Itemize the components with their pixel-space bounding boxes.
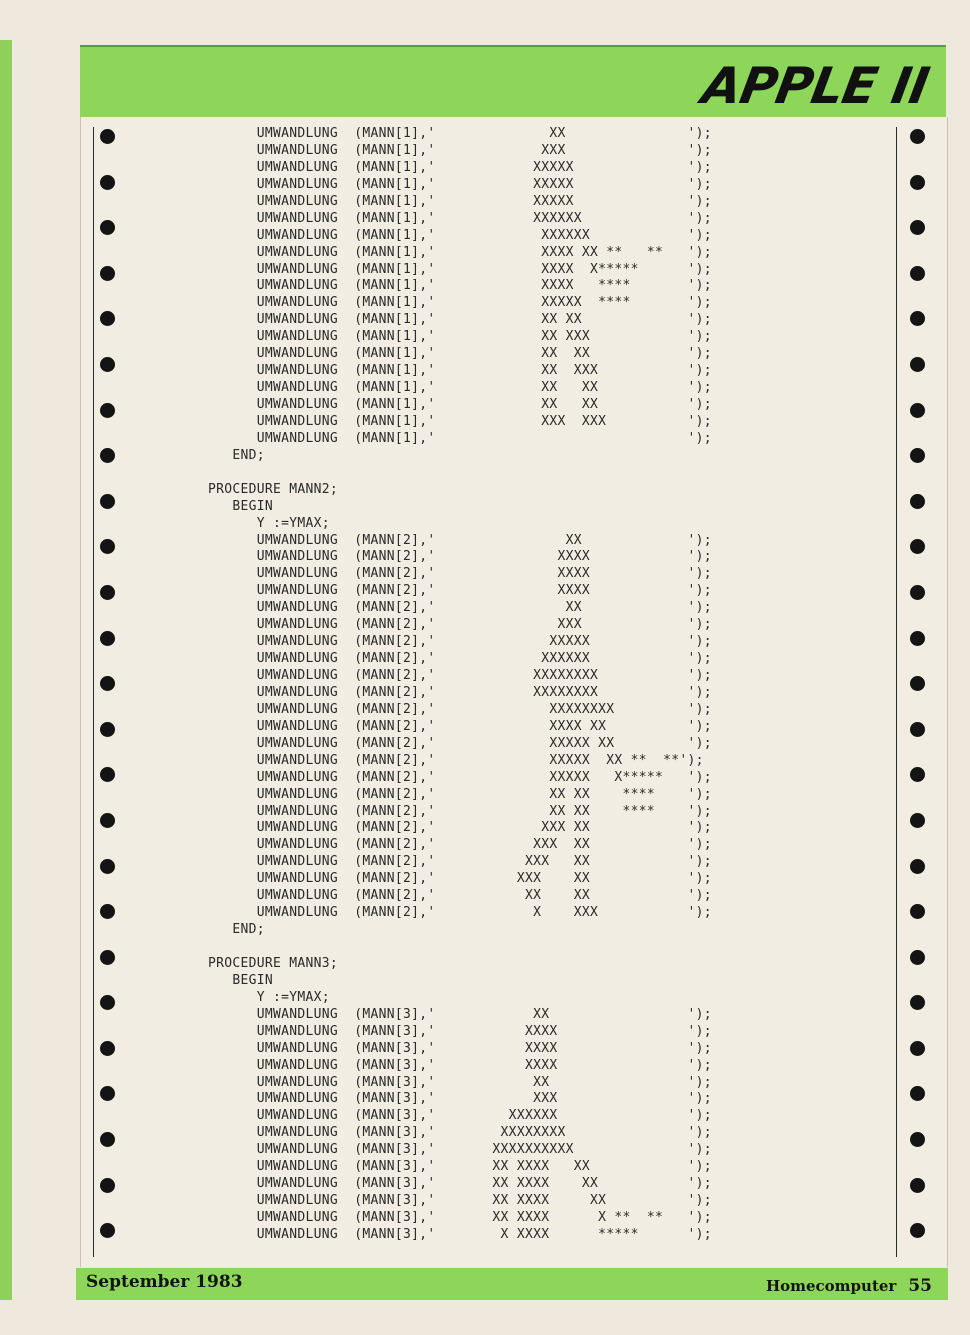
perforation-hole (910, 403, 925, 418)
code-line: UMWANDLUNG (MANN[3],' XXXXXX '); (208, 1108, 712, 1124)
code-line: UMWANDLUNG (MANN[3],' XXXXXXXXXX '); (208, 1142, 712, 1158)
perforation-hole (910, 767, 925, 782)
code-line: UMWANDLUNG (MANN[3],' XXXX '); (208, 1023, 712, 1039)
perforation-hole (100, 676, 115, 691)
perforation-hole (100, 357, 115, 372)
code-line: UMWANDLUNG (MANN[1],' '); (208, 430, 712, 446)
perforation-hole (100, 539, 115, 554)
code-line: Y :=YMAX; (208, 989, 330, 1005)
code-line: END; (208, 922, 265, 938)
code-line: UMWANDLUNG (MANN[1],' XX XX '); (208, 397, 712, 412)
code-line (208, 465, 712, 482)
perforation-hole (910, 266, 925, 281)
code-line: UMWANDLUNG (MANN[3],' XX '); (208, 1006, 712, 1022)
right-tear-line (896, 127, 897, 1257)
code-line: UMWANDLUNG (MANN[2],' XXX XX '); (208, 854, 712, 870)
code-line: UMWANDLUNG (MANN[3],' XX XXXX X ** ** '); (208, 1210, 712, 1225)
code-line: UMWANDLUNG (MANN[1],' XXXXX **** '); (208, 295, 712, 311)
code-line: PROCEDURE MANN3; (208, 955, 339, 971)
code-line: UMWANDLUNG (MANN[3],' XXXX '); (208, 1057, 712, 1073)
adjacent-page-edge (0, 40, 12, 1300)
code-line: UMWANDLUNG (MANN[2],' XXXXX XX '); (208, 735, 712, 751)
code-line: UMWANDLUNG (MANN[1],' XX XXX '); (208, 363, 712, 379)
perforation-hole (100, 448, 115, 463)
code-line: UMWANDLUNG (MANN[2],' XXXXX XX ** **'); (208, 752, 704, 768)
code-line: UMWANDLUNG (MANN[1],' XX '); (208, 126, 712, 141)
code-line: UMWANDLUNG (MANN[1],' XXXXX '); (208, 176, 712, 192)
code-line: UMWANDLUNG (MANN[1],' XX XX '); (208, 346, 712, 362)
code-line: UMWANDLUNG (MANN[3],' XX XXXX XX '); (208, 1193, 712, 1209)
pascal-code-listing (208, 126, 712, 1244)
code-line: UMWANDLUNG (MANN[3],' XX '); (208, 1074, 712, 1090)
code-line: UMWANDLUNG (MANN[2],' XX XX '); (208, 888, 712, 904)
perforation-hole (910, 494, 925, 509)
code-line: UMWANDLUNG (MANN[1],' XXXX **** '); (208, 278, 712, 294)
perforation-hole (910, 175, 925, 190)
code-line: UMWANDLUNG (MANN[2],' XXXX XX '); (208, 718, 712, 734)
code-line: UMWANDLUNG (MANN[2],' XXXXXXXX '); (208, 668, 712, 683)
perforation-hole (100, 722, 115, 737)
page-number: 55 (908, 1276, 932, 1296)
code-line: UMWANDLUNG (MANN[2],' XX '); (208, 600, 712, 616)
code-line: UMWANDLUNG (MANN[1],' XXXX XX ** ** '); (208, 244, 712, 260)
perforation-hole (910, 950, 925, 965)
code-line: UMWANDLUNG (MANN[2],' XX XX **** '); (208, 803, 712, 819)
perforation-hole (100, 220, 115, 235)
code-line: BEGIN (208, 972, 274, 988)
code-line: UMWANDLUNG (MANN[3],' XXXX '); (208, 1040, 712, 1056)
perforation-hole (100, 403, 115, 418)
perforation-hole (100, 1132, 115, 1147)
left-tear-line (93, 127, 94, 1257)
code-line: UMWANDLUNG (MANN[3],' XXX '); (208, 1091, 712, 1107)
perforation-hole (910, 1086, 925, 1101)
perforation-hole (100, 129, 115, 144)
perforation-hole (100, 813, 115, 828)
perforation-hole (100, 1041, 115, 1056)
perforation-hole (100, 494, 115, 509)
magazine-name: Homecomputer (765, 1277, 897, 1295)
header-band (80, 45, 946, 119)
code-line: UMWANDLUNG (MANN[2],' XXXXXX '); (208, 651, 712, 667)
code-line: UMWANDLUNG (MANN[2],' XX XX **** '); (208, 786, 712, 802)
code-line: UMWANDLUNG (MANN[2],' XX '); (208, 532, 712, 548)
perforation-hole (910, 129, 925, 144)
code-line: UMWANDLUNG (MANN[2],' XXX XX '); (208, 820, 712, 836)
code-line: UMWANDLUNG (MANN[2],' XXX XX '); (208, 837, 712, 853)
code-line: UMWANDLUNG (MANN[2],' X XXX '); (208, 905, 712, 921)
perforation-hole (910, 311, 925, 326)
code-line: UMWANDLUNG (MANN[2],' XXXXX X***** '); (208, 769, 712, 785)
perforation-hole (910, 539, 925, 554)
code-line: UMWANDLUNG (MANN[1],' XX XX '); (208, 380, 712, 396)
code-line: UMWANDLUNG (MANN[2],' XXX XX '); (208, 871, 712, 887)
code-line: UMWANDLUNG (MANN[1],' XXXXX '); (208, 159, 712, 175)
perforation-hole (910, 1178, 925, 1193)
perforation-hole (100, 266, 115, 281)
perforation-hole (100, 859, 115, 874)
perforation-hole (100, 767, 115, 782)
perforation-hole (910, 722, 925, 737)
magazine-credit (766, 1276, 932, 1296)
code-line: UMWANDLUNG (MANN[1],' XX XXX '); (208, 329, 712, 345)
perforation-hole (910, 585, 925, 600)
code-line: Y :=YMAX; (208, 515, 330, 531)
issue-date: September 1983 (86, 1272, 243, 1292)
perforation-hole (100, 175, 115, 190)
code-line (208, 939, 712, 956)
perforation-hole (100, 995, 115, 1010)
perforation-hole (910, 1041, 925, 1056)
right-perforation-strip (907, 129, 927, 1269)
perforation-hole (100, 950, 115, 965)
perforation-hole (910, 631, 925, 646)
section-brand: APPLE II (698, 57, 934, 115)
code-line: PROCEDURE MANN2; (208, 481, 339, 497)
perforation-hole (100, 631, 115, 646)
perforation-hole (910, 904, 925, 919)
perforation-hole (100, 1178, 115, 1193)
code-line: UMWANDLUNG (MANN[1],' XX XX '); (208, 312, 712, 328)
code-line: UMWANDLUNG (MANN[1],' XXXXX '); (208, 193, 712, 209)
perforation-hole (910, 1223, 925, 1238)
perforation-hole (100, 311, 115, 326)
code-line: UMWANDLUNG (MANN[1],' XXXXXX '); (208, 210, 712, 226)
perforation-hole (100, 1223, 115, 1238)
code-line: UMWANDLUNG (MANN[1],' XXXXXX '); (208, 227, 712, 243)
code-line: UMWANDLUNG (MANN[2],' XXXX '); (208, 566, 712, 582)
code-line: UMWANDLUNG (MANN[1],' XXX '); (208, 142, 712, 158)
code-line: UMWANDLUNG (MANN[1],' XXXX X***** '); (208, 261, 712, 277)
perforation-hole (910, 1132, 925, 1147)
code-line: UMWANDLUNG (MANN[3],' X XXXX ***** '); (208, 1226, 712, 1242)
perforation-hole (910, 357, 925, 372)
code-line: BEGIN (208, 498, 274, 514)
perforation-hole (910, 859, 925, 874)
perforation-hole (910, 995, 925, 1010)
perforation-hole (910, 448, 925, 463)
code-line: UMWANDLUNG (MANN[2],' XXX '); (208, 617, 712, 633)
perforation-hole (100, 585, 115, 600)
code-line: UMWANDLUNG (MANN[1],' XXX XXX '); (208, 413, 712, 429)
code-line: UMWANDLUNG (MANN[3],' XX XXXX XX '); (208, 1159, 712, 1175)
perforation-hole (100, 904, 115, 919)
code-line: UMWANDLUNG (MANN[2],' XXXXX '); (208, 634, 712, 650)
code-line: UMWANDLUNG (MANN[2],' XXXX '); (208, 549, 712, 565)
perforation-hole (910, 220, 925, 235)
footer-band (76, 1268, 948, 1300)
code-line: UMWANDLUNG (MANN[3],' XX XXXX XX '); (208, 1176, 712, 1192)
perforation-hole (910, 676, 925, 691)
perforation-hole (100, 1086, 115, 1101)
code-line: UMWANDLUNG (MANN[2],' XXXX '); (208, 583, 712, 599)
code-line: UMWANDLUNG (MANN[2],' XXXXXXXX '); (208, 701, 712, 717)
perforation-hole (910, 813, 925, 828)
code-line: UMWANDLUNG (MANN[2],' XXXXXXXX '); (208, 684, 712, 700)
left-perforation-strip (97, 129, 117, 1269)
code-line: END; (208, 447, 265, 463)
code-line: UMWANDLUNG (MANN[3],' XXXXXXXX '); (208, 1125, 712, 1141)
